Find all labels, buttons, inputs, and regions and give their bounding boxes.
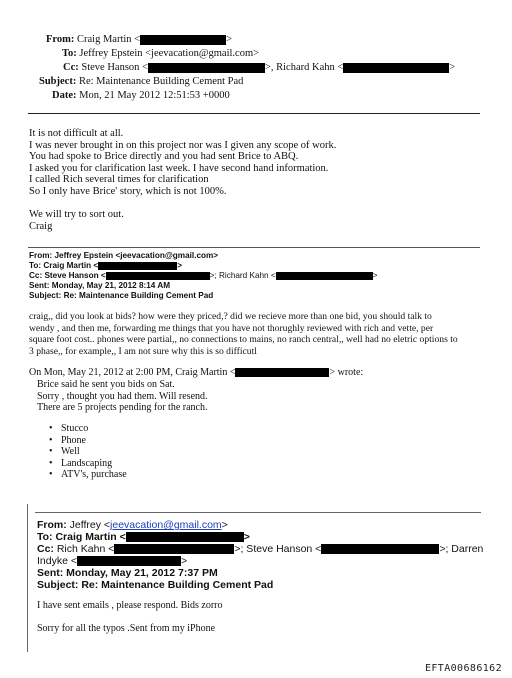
project-list	[45, 423, 127, 481]
redaction	[98, 262, 177, 270]
redaction	[126, 532, 244, 542]
body-line: craig,, did you look at bids? how were they priced,? did we recieve more than one bid, you should talk to	[29, 311, 432, 322]
msg2-from-row: From: Jeffrey Epstein <jeevacation@gmail.com>	[29, 251, 219, 260]
redaction	[321, 544, 439, 554]
msg1-from-row: From: Craig Martin < >	[46, 34, 233, 45]
msg3-to-row: To: Craig Martin < >	[37, 531, 250, 543]
msg1-body	[29, 128, 336, 232]
msg3-body	[37, 600, 223, 634]
quote-line: There are 5 projects pending for the ranch.	[37, 402, 208, 413]
msg1-subject-row: Subject: Re: Maintenance Building Cement Pad	[39, 76, 244, 87]
quote-bar	[27, 504, 28, 652]
quote-line: Brice said he sent you bids on Sat.	[37, 379, 175, 390]
redaction	[77, 556, 181, 566]
body-line: It is not difficult at all.	[29, 128, 124, 139]
list-item: • Stucco	[45, 423, 127, 435]
redaction	[114, 544, 234, 554]
quote-line: Sorry , thought you had them. Will resend.	[37, 390, 208, 402]
body-line: 3 phase,, for example,, I am not sure why this is so difficutl	[29, 345, 257, 357]
msg3-subject-row: Subject: Re: Maintenance Building Cement Pad	[37, 579, 274, 591]
redaction	[148, 63, 265, 73]
msg3-sent-row: Sent: Monday, May 21, 2012 7:37 PM	[37, 567, 218, 579]
list-item: • Landscaping	[45, 458, 127, 470]
msg2-to-row: To: Craig Martin < >	[29, 261, 183, 270]
body-line: wendy , and then me, forwarding me things that you have not thorughly reviewed with rich and vette, per	[29, 322, 434, 334]
msg3-cc-row: Cc: Rich Kahn < >; Steve Hanson < >; Darren	[37, 543, 484, 555]
list-item: • Phone	[45, 435, 127, 447]
msg2-header	[29, 251, 377, 301]
msg1-header	[39, 33, 456, 103]
header-divider	[28, 113, 480, 114]
closing-line: We will try to sort out.	[29, 209, 124, 220]
document-id: EFTA00686162	[424, 663, 502, 674]
email-link[interactable]: jeevacation@gmail.com	[110, 519, 222, 531]
redaction	[106, 272, 210, 280]
body-line: I called Rich several times for clarification	[29, 174, 209, 185]
signature: Craig	[29, 220, 53, 232]
list-item: • ATV's, purchase	[45, 469, 127, 481]
msg1-date-row: Date: Mon, 21 May 2012 12:51:53 +0000	[52, 90, 230, 101]
message-divider	[35, 512, 481, 513]
redaction	[276, 272, 373, 280]
msg1-cc-row: Cc: Steve Hanson < >, Richard Kahn < >	[63, 62, 456, 73]
list-item: • Well	[45, 446, 127, 458]
redaction	[140, 35, 226, 45]
msg2-cc-row: Cc: Steve Hanson < >; Richard Kahn < >	[29, 271, 378, 280]
msg2-sent-row: Sent: Monday, May 21, 2012 8:14 AM	[29, 281, 171, 290]
msg3-from-row: From: Jeffrey <jeevacation@gmail.com>	[37, 519, 228, 531]
body-line: So I only have Brice' story, which is not 100%.	[29, 185, 227, 197]
body-line: Sorry for all the typos .Sent from my iPhone	[37, 622, 216, 634]
msg2-body	[29, 311, 458, 357]
body-line: square foot cost.. phones were partial,, no connections to mains, no ranch central,, well had no eletric options to	[29, 334, 458, 345]
body-line: I was never brought in on this project nor was I given any scope of work.	[29, 139, 337, 151]
message-divider	[28, 247, 480, 248]
redaction	[235, 368, 329, 377]
redaction	[343, 63, 449, 73]
quote-intro: On Mon, May 21, 2012 at 2:00 PM, Craig Martin < > wrote:	[29, 367, 364, 378]
body-line: I asked you for clarification last week. I have second hand information.	[29, 162, 329, 174]
quote-body	[37, 379, 208, 414]
msg1-to-row: To: Jeffrey Epstein <jeevacation@gmail.com>	[62, 48, 260, 59]
msg3-header	[37, 519, 483, 591]
msg2-subject-row: Subject: Re: Maintenance Building Cement Pad	[29, 291, 214, 300]
body-line: You had spoke to Brice directly and you had sent Brice to ABQ.	[29, 151, 299, 162]
body-line: I have sent emails , please respond. Bids zorro	[37, 600, 223, 611]
msg3-cc-row-cont: Indyke < >	[37, 555, 188, 567]
